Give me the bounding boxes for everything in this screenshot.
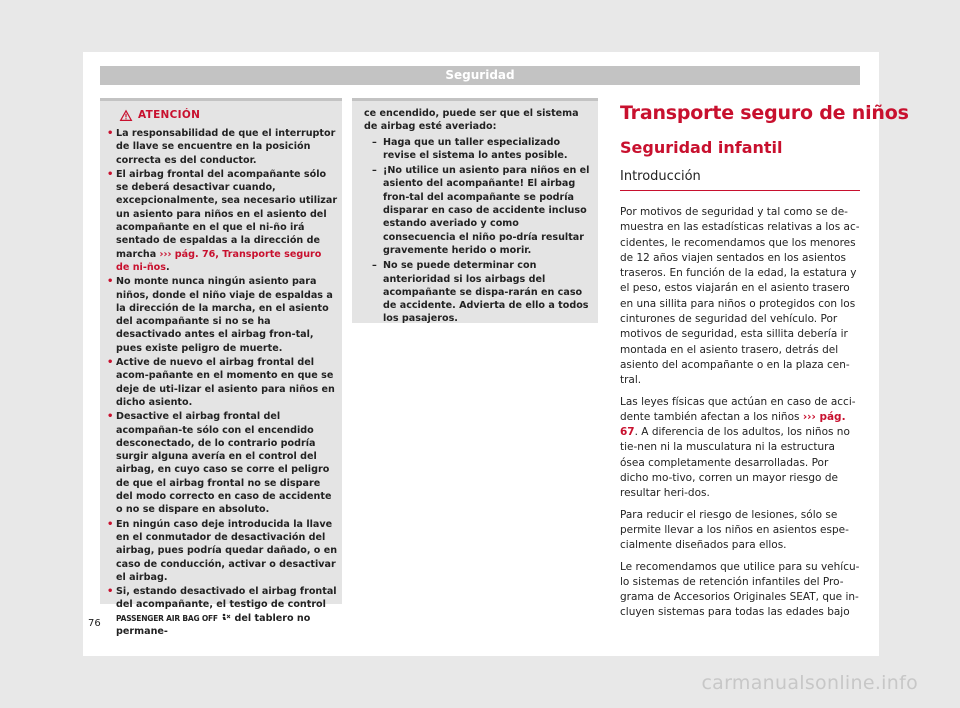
continuation-intro: ce encendido, puede ser que el sistema de airbag esté averiado: <box>364 108 579 133</box>
page-link[interactable]: ››› pág. 67 <box>620 410 846 439</box>
warning-title-text: ATENCIÓN <box>138 109 201 121</box>
warning-item: • No monte nunca ningún asiento para niños, donde el niño viaje de espaldas a la dirección de la marcha, en el asiento del acompañante si no se ha desactivado antes el airbag fron-tal, pues existe peligro de muerte. <box>107 275 338 355</box>
section-header <box>100 66 860 85</box>
continuation-list <box>352 136 598 326</box>
warning-item: • Si, estando desactivado el airbag frontal del acompañante, el testigo de control PASSENGER AIR BAG OFF del tablero no permane- <box>107 585 338 638</box>
section-heading: Introducción <box>620 169 860 191</box>
warning-item: • Active de nuevo el airbag frontal del acom-pañante en el momento en que se deje de uti-lizar el asiento para niños en dicho asiento. <box>107 356 338 409</box>
warning-item: • En ningún caso deje introducida la llave en el conmutador de desactivación del airbag, pues podría quedar dañado, o en caso de conducción, activar o desactivar el airbag. <box>107 518 338 584</box>
paragraph: Para reducir el riesgo de lesiones, sólo se permite llevar a los niños en asientos espe-cialmente diseñados para ellos. <box>620 508 849 552</box>
page-number: 76 <box>88 618 101 629</box>
warning-item: • La responsabilidad de que el interruptor de llave se encuentre en la posición correcta es del conductor. <box>107 127 338 167</box>
article-column <box>620 98 909 627</box>
article-title: Transporte seguro de niños <box>620 102 909 124</box>
warning-triangle-icon <box>120 110 132 121</box>
airbag-off-icon <box>221 613 231 622</box>
watermark: carmanualsonline.info <box>701 672 918 694</box>
warning-box <box>100 98 342 637</box>
continuation-item: – Haga que un taller especializado revise el sistema lo antes posible. <box>372 136 592 163</box>
article-subtitle: Seguridad infantil <box>620 138 783 157</box>
warning-item: • El airbag frontal del acompañante sólo se deberá desactivar cuando, excepcionalmente, sea necesario utilizar un asiento para niños en el asiento del acompañante en el que el ni-ño irá sentado de espaldas a la dirección de marcha ››› pág. 76, Transporte seguro de ni-ños. <box>107 168 338 274</box>
continuation-item: – No se puede determinar con anterioridad si los airbags del acompañante se dispa-rarán en caso de accidente. Advierta de ello a todos los pasajeros. <box>372 259 592 325</box>
warning-box-continued <box>352 98 598 323</box>
section-title: Seguridad <box>445 68 515 82</box>
warning-item: • Desactive el airbag frontal del acompañan-te sólo con el encendido desconectado, de lo contrario podría surgir alguna avería en el control del airbag, en cuyo caso se corre el peligro de que el airbag frontal no se dispare del modo correcto en caso de accidente o no se dispare en absoluto. <box>107 410 338 516</box>
paragraph: Las leyes físicas que actúan en caso de acci-dente también afectan a los niños ››› pág. 67. A diferencia de los adultos, los niños no tie-nen ni la musculatura ni la estructura ósea completamente desarrolladas. Por dicho mo-tivo, corren un mayor riesgo de resultar heri-dos. <box>620 395 856 500</box>
continuation-item: – ¡No utilice un asiento para niños en el asiento del acompañante! El airbag fron-tal del acompañante se podría disparar en caso de accidente incluso estando averiado y como consecuencia el niño po-dría resultar gravemente herido o morir. <box>372 164 592 257</box>
paragraph: Le recomendamos que utilice para su vehícu-lo sistemas de retención infantiles del Pro-grama de Accesorios Originales SEAT, que in-cluyen sistemas para todas las edades bajo <box>620 560 860 619</box>
paragraph: Por motivos de seguridad y tal como se de-muestra en las estadísticas relativas a los ac-cidentes, le recomendamos que los menores de 12 años viajen sentados en los asientos traseros. En función de la edad, la estatura y el peso, estos viajarán en el asiento trasero en una sillita para niños o protegidos con los cinturones de seguridad del vehículo. Por motivos de seguridad, esta sillita debería ir montada en el asiento trasero, detrás del asiento del acompañante o en la plaza cen-tral. <box>620 206 860 387</box>
warning-list <box>100 127 342 638</box>
page-link[interactable]: ››› pág. 76, Transporte seguro de ni-ños <box>116 248 322 273</box>
warning-title <box>120 109 342 121</box>
airbag-indicator-label: PASSENGER AIR BAG OFF <box>116 613 218 623</box>
article-body <box>620 205 860 621</box>
